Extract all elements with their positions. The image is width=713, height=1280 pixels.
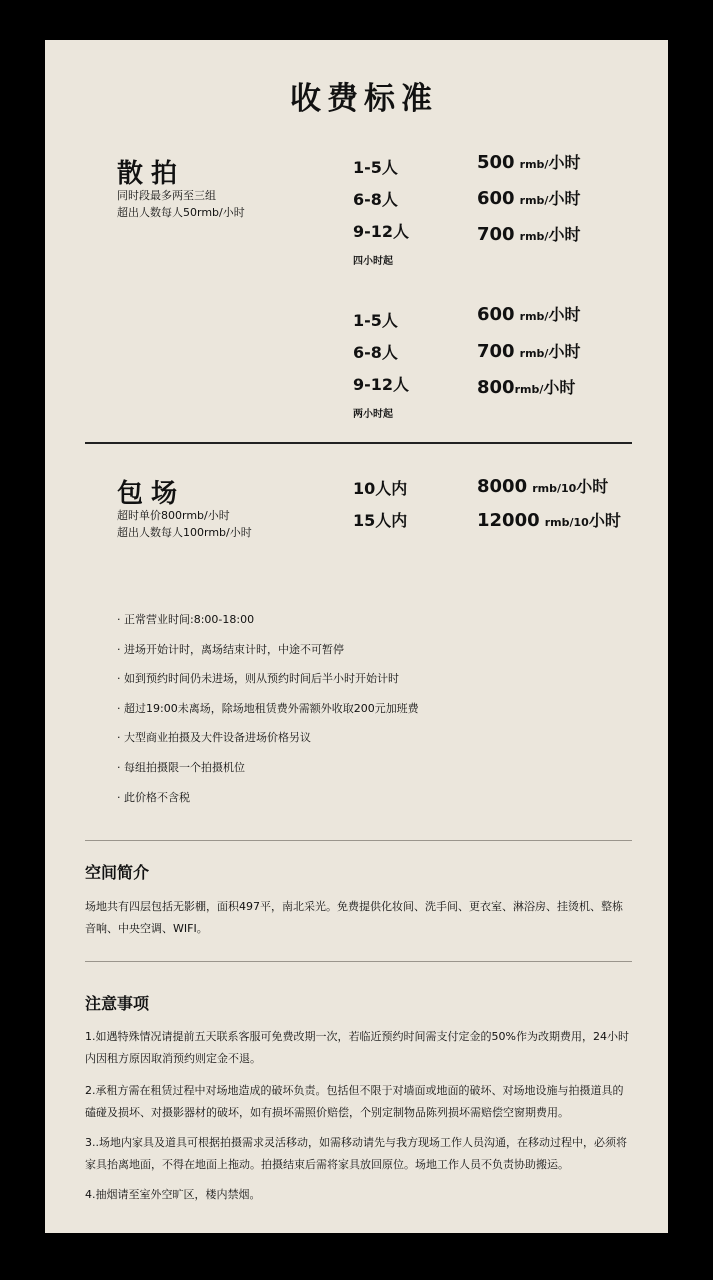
sanpai-heading: 散拍 — [117, 159, 186, 189]
tier-note: 四小时起 — [353, 256, 393, 267]
notice-item: 2.承租方需在租赁过程中对场地造成的破坏负责。包括但不限于对墙面或地面的破坏、对场地设施与拍摄道具的磕碰及损坏、对摄影器材的破坏，如有损坏需照价赔偿，个别定制物品陈列损坏需赔偿空窗期费用。 — [85, 1084, 624, 1119]
people-label: 6-8人 — [353, 190, 398, 209]
people-label: 1-5人 — [353, 158, 398, 177]
rule-item: · 每组拍摄限一个拍摄机位 — [117, 761, 245, 774]
baochang-note-1: 超时单价800rmb/小时 — [117, 509, 230, 522]
thin-divider — [85, 840, 632, 841]
price-value: 600 rmb/小时 — [477, 188, 581, 209]
people-label: 1-5人 — [353, 311, 398, 330]
people-label: 9-12人 — [353, 222, 410, 241]
rule-item: · 正常营业时间:8:00-18:00 — [117, 613, 255, 626]
rule-item: · 如到预约时间仍未进场，则从预约时间后半小时开始计时 — [117, 672, 399, 685]
rule-item: · 进场开始计时，离场结束计时，中途不可暂停 — [117, 643, 344, 656]
sanpai-note-1: 同时段最多两至三组 — [117, 189, 216, 202]
space-heading: 空间简介 — [85, 863, 150, 882]
price-value: 600 rmb/小时 — [477, 304, 581, 325]
price-card — [45, 40, 668, 1233]
rule-item: · 大型商业拍摄及大件设备进场价格另议 — [117, 731, 311, 744]
people-label: 9-12人 — [353, 375, 410, 394]
space-text: 场地共有四层包括无影棚，面积497平，南北采光。免费提供化妆间、洗手间、更衣室、淋浴房、挂烫机、整栋音响、中央空调、WIFI。 — [85, 900, 623, 935]
baochang-heading: 包场 — [117, 479, 186, 509]
notice-item: 4.抽烟请至室外空旷区，楼内禁烟。 — [85, 1188, 261, 1201]
notice-item: 3..场地内家具及道具可根据拍摄需求灵活移动，如需移动请先与我方现场工作人员沟通，在移动过程中，必须将家具抬离地面，不得在地面上拖动。拍摄结束后需将家具放回原位。场地工作人员不负责协助搬运。 — [85, 1136, 627, 1171]
rule-item: · 超过19:00未离场，除场地租赁费外需额外收取200元加班费 — [117, 702, 419, 715]
people-label: 6-8人 — [353, 343, 398, 362]
people-label: 10人内 — [353, 479, 408, 498]
baochang-note-2: 超出人数每人100rmb/小时 — [117, 526, 252, 539]
section-divider — [85, 442, 632, 444]
price-value: 12000 rmb/10小时 — [477, 510, 621, 531]
price-value: 700 rmb/小时 — [477, 341, 581, 362]
notice-item: 1.如遇特殊情况请提前五天联系客服可免费改期一次，若临近预约时间需支付定金的50%作为改期费用，24小时内因租方原因取消预约则定金不退。 — [85, 1030, 629, 1065]
tier-note: 两小时起 — [353, 409, 393, 420]
notice-heading: 注意事项 — [85, 994, 150, 1013]
price-value: 700 rmb/小时 — [477, 224, 581, 245]
price-value: 8000 rmb/10小时 — [477, 476, 609, 497]
thin-divider — [85, 961, 632, 962]
page-title: 收费标准 — [290, 81, 438, 117]
people-label: 15人内 — [353, 511, 408, 530]
price-value: 500 rmb/小时 — [477, 152, 581, 173]
price-value: 800rmb/小时 — [477, 377, 576, 398]
rule-item: · 此价格不含税 — [117, 791, 190, 804]
sanpai-note-2: 超出人数每人50rmb/小时 — [117, 206, 245, 219]
